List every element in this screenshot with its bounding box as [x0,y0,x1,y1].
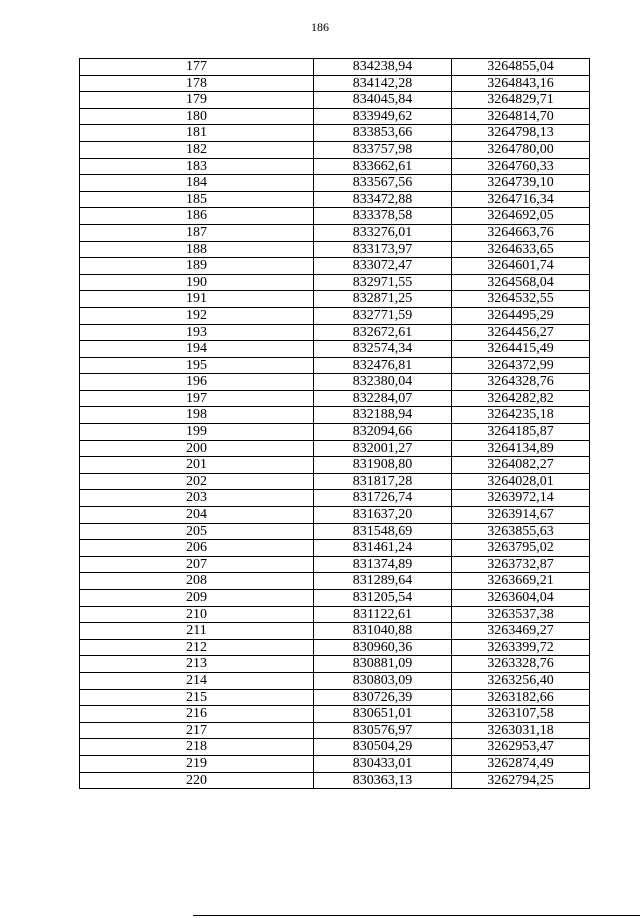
y-coordinate-cell: 3263107,58 [452,706,590,723]
point-number-cell: 188 [80,241,314,258]
point-number-cell: 202 [80,473,314,490]
table-row [80,606,590,623]
point-number-cell: 178 [80,75,314,92]
coordinates-table [79,58,590,789]
y-coordinate-cell: 3263914,67 [452,507,590,524]
point-number-cell: 216 [80,706,314,723]
x-coordinate-cell: 831040,88 [314,623,452,640]
table-row [80,175,590,192]
x-coordinate-cell: 831726,74 [314,490,452,507]
x-coordinate-cell: 833378,58 [314,208,452,225]
y-coordinate-cell: 3264282,82 [452,390,590,407]
x-coordinate-cell: 831817,28 [314,473,452,490]
y-coordinate-cell: 3263795,02 [452,540,590,557]
x-coordinate-cell: 831205,54 [314,590,452,607]
point-number-cell: 204 [80,507,314,524]
table-row [80,291,590,308]
table-row [80,357,590,374]
y-coordinate-cell: 3264082,27 [452,457,590,474]
x-coordinate-cell: 830433,01 [314,755,452,772]
point-number-cell: 213 [80,656,314,673]
x-coordinate-cell: 831289,64 [314,573,452,590]
point-number-cell: 220 [80,772,314,789]
y-coordinate-cell: 3263182,66 [452,689,590,706]
y-coordinate-cell: 3264456,27 [452,324,590,341]
table-row [80,689,590,706]
table-row [80,722,590,739]
y-coordinate-cell: 3264780,00 [452,141,590,158]
x-coordinate-cell: 832672,61 [314,324,452,341]
table-row [80,473,590,490]
x-coordinate-cell: 832574,34 [314,341,452,358]
x-coordinate-cell: 833662,61 [314,158,452,175]
y-coordinate-cell: 3263732,87 [452,556,590,573]
x-coordinate-cell: 831908,80 [314,457,452,474]
table-row [80,440,590,457]
point-number-cell: 182 [80,141,314,158]
x-coordinate-cell: 831374,89 [314,556,452,573]
y-coordinate-cell: 3263256,40 [452,672,590,689]
table-row [80,590,590,607]
x-coordinate-cell: 833072,47 [314,258,452,275]
x-coordinate-cell: 833757,98 [314,141,452,158]
y-coordinate-cell: 3264843,16 [452,75,590,92]
x-coordinate-cell: 831548,69 [314,523,452,540]
point-number-cell: 191 [80,291,314,308]
y-coordinate-cell: 3263469,27 [452,623,590,640]
point-number-cell: 198 [80,407,314,424]
x-coordinate-cell: 833276,01 [314,224,452,241]
x-coordinate-cell: 832284,07 [314,390,452,407]
x-coordinate-cell: 830881,09 [314,656,452,673]
x-coordinate-cell: 830960,36 [314,639,452,656]
y-coordinate-cell: 3264415,49 [452,341,590,358]
table-row [80,224,590,241]
y-coordinate-cell: 3264028,01 [452,473,590,490]
point-number-cell: 207 [80,556,314,573]
point-number-cell: 212 [80,639,314,656]
x-coordinate-cell: 833173,97 [314,241,452,258]
y-coordinate-cell: 3262953,47 [452,739,590,756]
table-row [80,75,590,92]
y-coordinate-cell: 3263855,63 [452,523,590,540]
y-coordinate-cell: 3264663,76 [452,224,590,241]
y-coordinate-cell: 3263669,21 [452,573,590,590]
point-number-cell: 205 [80,523,314,540]
y-coordinate-cell: 3264692,05 [452,208,590,225]
y-coordinate-cell: 3264134,89 [452,440,590,457]
x-coordinate-cell: 832094,66 [314,424,452,441]
bottom-rule [193,915,640,916]
table-row [80,191,590,208]
point-number-cell: 181 [80,125,314,142]
x-coordinate-cell: 831461,24 [314,540,452,557]
point-number-cell: 200 [80,440,314,457]
point-number-cell: 209 [80,590,314,607]
table-row [80,158,590,175]
y-coordinate-cell: 3263972,14 [452,490,590,507]
table-row [80,656,590,673]
table-row [80,324,590,341]
point-number-cell: 214 [80,672,314,689]
x-coordinate-cell: 830803,09 [314,672,452,689]
table-row [80,490,590,507]
point-number-cell: 219 [80,755,314,772]
y-coordinate-cell: 3264532,55 [452,291,590,308]
point-number-cell: 210 [80,606,314,623]
table-row [80,457,590,474]
point-number-cell: 189 [80,258,314,275]
table-row [80,92,590,109]
point-number-cell: 197 [80,390,314,407]
y-coordinate-cell: 3263399,72 [452,639,590,656]
point-number-cell: 190 [80,274,314,291]
y-coordinate-cell: 3264814,70 [452,108,590,125]
table-row [80,374,590,391]
table-row [80,755,590,772]
table-row [80,341,590,358]
x-coordinate-cell: 830726,39 [314,689,452,706]
table-row [80,390,590,407]
y-coordinate-cell: 3264185,87 [452,424,590,441]
table-row [80,424,590,441]
table-row [80,258,590,275]
table-row [80,540,590,557]
x-coordinate-cell: 831122,61 [314,606,452,623]
point-number-cell: 208 [80,573,314,590]
point-number-cell: 211 [80,623,314,640]
x-coordinate-cell: 831637,20 [314,507,452,524]
x-coordinate-cell: 830363,13 [314,772,452,789]
table-row [80,59,590,76]
table-row [80,523,590,540]
x-coordinate-cell: 832971,55 [314,274,452,291]
x-coordinate-cell: 833567,56 [314,175,452,192]
table-row [80,407,590,424]
x-coordinate-cell: 830651,01 [314,706,452,723]
point-number-cell: 186 [80,208,314,225]
table-row [80,706,590,723]
y-coordinate-cell: 3264760,33 [452,158,590,175]
point-number-cell: 206 [80,540,314,557]
point-number-cell: 215 [80,689,314,706]
table-row [80,208,590,225]
x-coordinate-cell: 834142,28 [314,75,452,92]
table-row [80,125,590,142]
y-coordinate-cell: 3264568,04 [452,274,590,291]
point-number-cell: 179 [80,92,314,109]
x-coordinate-cell: 830504,29 [314,739,452,756]
table-row [80,772,590,789]
point-number-cell: 184 [80,175,314,192]
x-coordinate-cell: 833853,66 [314,125,452,142]
y-coordinate-cell: 3264829,71 [452,92,590,109]
y-coordinate-cell: 3262794,25 [452,772,590,789]
table-row [80,739,590,756]
y-coordinate-cell: 3263537,38 [452,606,590,623]
table-row [80,141,590,158]
y-coordinate-cell: 3264328,76 [452,374,590,391]
table-row [80,672,590,689]
point-number-cell: 180 [80,108,314,125]
point-number-cell: 199 [80,424,314,441]
point-number-cell: 218 [80,739,314,756]
point-number-cell: 201 [80,457,314,474]
x-coordinate-cell: 834238,94 [314,59,452,76]
y-coordinate-cell: 3263604,04 [452,590,590,607]
y-coordinate-cell: 3262874,49 [452,755,590,772]
y-coordinate-cell: 3264601,74 [452,258,590,275]
y-coordinate-cell: 3264372,99 [452,357,590,374]
x-coordinate-cell: 834045,84 [314,92,452,109]
table-row [80,623,590,640]
point-number-cell: 194 [80,341,314,358]
table-row [80,108,590,125]
x-coordinate-cell: 830576,97 [314,722,452,739]
table-row [80,556,590,573]
point-number-cell: 185 [80,191,314,208]
page-number: 186 [311,20,329,34]
x-coordinate-cell: 832771,59 [314,307,452,324]
y-coordinate-cell: 3264798,13 [452,125,590,142]
y-coordinate-cell: 3264855,04 [452,59,590,76]
x-coordinate-cell: 832476,81 [314,357,452,374]
y-coordinate-cell: 3263031,18 [452,722,590,739]
coordinates-table-body [80,59,590,789]
x-coordinate-cell: 833472,88 [314,191,452,208]
table-row [80,241,590,258]
y-coordinate-cell: 3264235,18 [452,407,590,424]
point-number-cell: 195 [80,357,314,374]
table-row [80,274,590,291]
x-coordinate-cell: 832188,94 [314,407,452,424]
x-coordinate-cell: 832871,25 [314,291,452,308]
point-number-cell: 187 [80,224,314,241]
point-number-cell: 183 [80,158,314,175]
x-coordinate-cell: 833949,62 [314,108,452,125]
table-row [80,507,590,524]
point-number-cell: 203 [80,490,314,507]
point-number-cell: 177 [80,59,314,76]
x-coordinate-cell: 832380,04 [314,374,452,391]
point-number-cell: 192 [80,307,314,324]
table-row [80,639,590,656]
point-number-cell: 217 [80,722,314,739]
y-coordinate-cell: 3263328,76 [452,656,590,673]
x-coordinate-cell: 832001,27 [314,440,452,457]
point-number-cell: 196 [80,374,314,391]
y-coordinate-cell: 3264739,10 [452,175,590,192]
table-row [80,307,590,324]
point-number-cell: 193 [80,324,314,341]
y-coordinate-cell: 3264716,34 [452,191,590,208]
y-coordinate-cell: 3264633,65 [452,241,590,258]
table-row [80,573,590,590]
y-coordinate-cell: 3264495,29 [452,307,590,324]
